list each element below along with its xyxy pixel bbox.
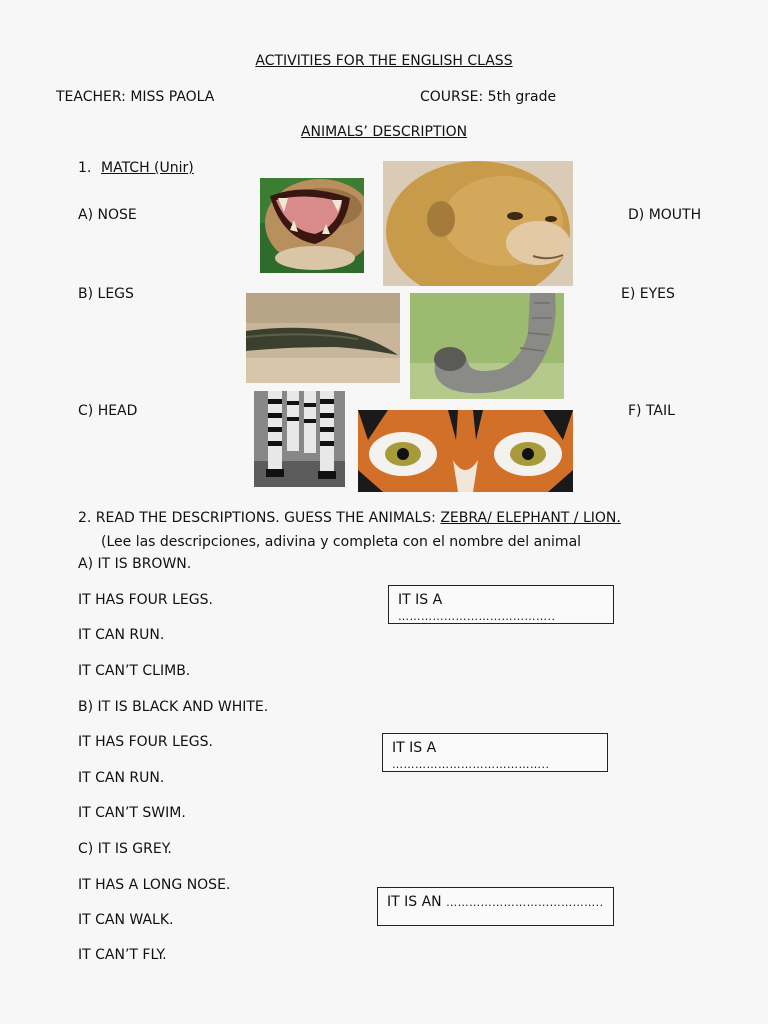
section2-intro: 2. READ THE DESCRIPTIONS. GUESS THE ANIMALS: bbox=[78, 510, 441, 526]
answer-box-a[interactable] bbox=[388, 585, 614, 624]
label-eyes: E) EYES bbox=[621, 286, 675, 302]
section2-animal-list: ZEBRA/ ELEPHANT / LION. bbox=[440, 510, 621, 526]
section1-number: 1. bbox=[78, 160, 92, 176]
tiger-eyes-image bbox=[358, 410, 573, 492]
section2-instruction bbox=[78, 510, 621, 526]
monkey-head-image bbox=[383, 161, 573, 286]
desc-a-line2: IT HAS FOUR LEGS. bbox=[78, 592, 213, 608]
label-nose: A) NOSE bbox=[78, 207, 137, 223]
label-legs: B) LEGS bbox=[78, 286, 134, 302]
section2-translation: (Lee las descripciones, adivina y completa con el nombre del animal bbox=[101, 534, 582, 550]
section1-heading: MATCH (Unir) bbox=[101, 160, 194, 176]
teacher-line: TEACHER: MISS PAOLA bbox=[56, 89, 215, 105]
desc-b-line1: B) IT IS BLACK AND WHITE. bbox=[78, 699, 269, 715]
answer-box-b[interactable] bbox=[382, 733, 608, 772]
answer-b-blank: ………………………………….. bbox=[392, 758, 550, 771]
page-title: ACTIVITIES FOR THE ENGLISH CLASS bbox=[255, 53, 513, 69]
desc-a-line4: IT CAN’T CLIMB. bbox=[78, 663, 191, 679]
answer-box-c[interactable] bbox=[377, 887, 614, 926]
desc-a-line3: IT CAN RUN. bbox=[78, 627, 165, 643]
answer-b-label: IT IS A bbox=[392, 740, 437, 756]
answer-c-label: IT IS AN bbox=[387, 894, 442, 910]
desc-c-line1: C) IT IS GREY. bbox=[78, 841, 172, 857]
desc-a-line1: A) IT IS BROWN. bbox=[78, 556, 192, 572]
answer-a-blank: ………………………………….. bbox=[398, 610, 556, 623]
course-line: COURSE: 5th grade bbox=[420, 89, 557, 105]
label-head: C) HEAD bbox=[78, 403, 138, 419]
desc-b-line2: IT HAS FOUR LEGS. bbox=[78, 734, 213, 750]
lion-mouth-image bbox=[260, 178, 364, 273]
desc-b-line4: IT CAN’T SWIM. bbox=[78, 805, 186, 821]
desc-c-line3: IT CAN WALK. bbox=[78, 912, 174, 928]
answer-c-blank: ………………………………….. bbox=[446, 896, 604, 909]
desc-c-line2: IT HAS A LONG NOSE. bbox=[78, 877, 231, 893]
answer-a-label: IT IS A bbox=[398, 592, 443, 608]
label-mouth: D) MOUTH bbox=[628, 207, 702, 223]
desc-b-line3: IT CAN RUN. bbox=[78, 770, 165, 786]
label-tail: F) TAIL bbox=[628, 403, 675, 419]
desc-c-line4: IT CAN’T FLY. bbox=[78, 947, 167, 963]
zebra-legs-image bbox=[254, 391, 345, 487]
topic-title: ANIMALS’ DESCRIPTION bbox=[300, 124, 468, 140]
crocodile-tail-image bbox=[246, 293, 400, 383]
elephant-trunk-image bbox=[410, 293, 564, 399]
